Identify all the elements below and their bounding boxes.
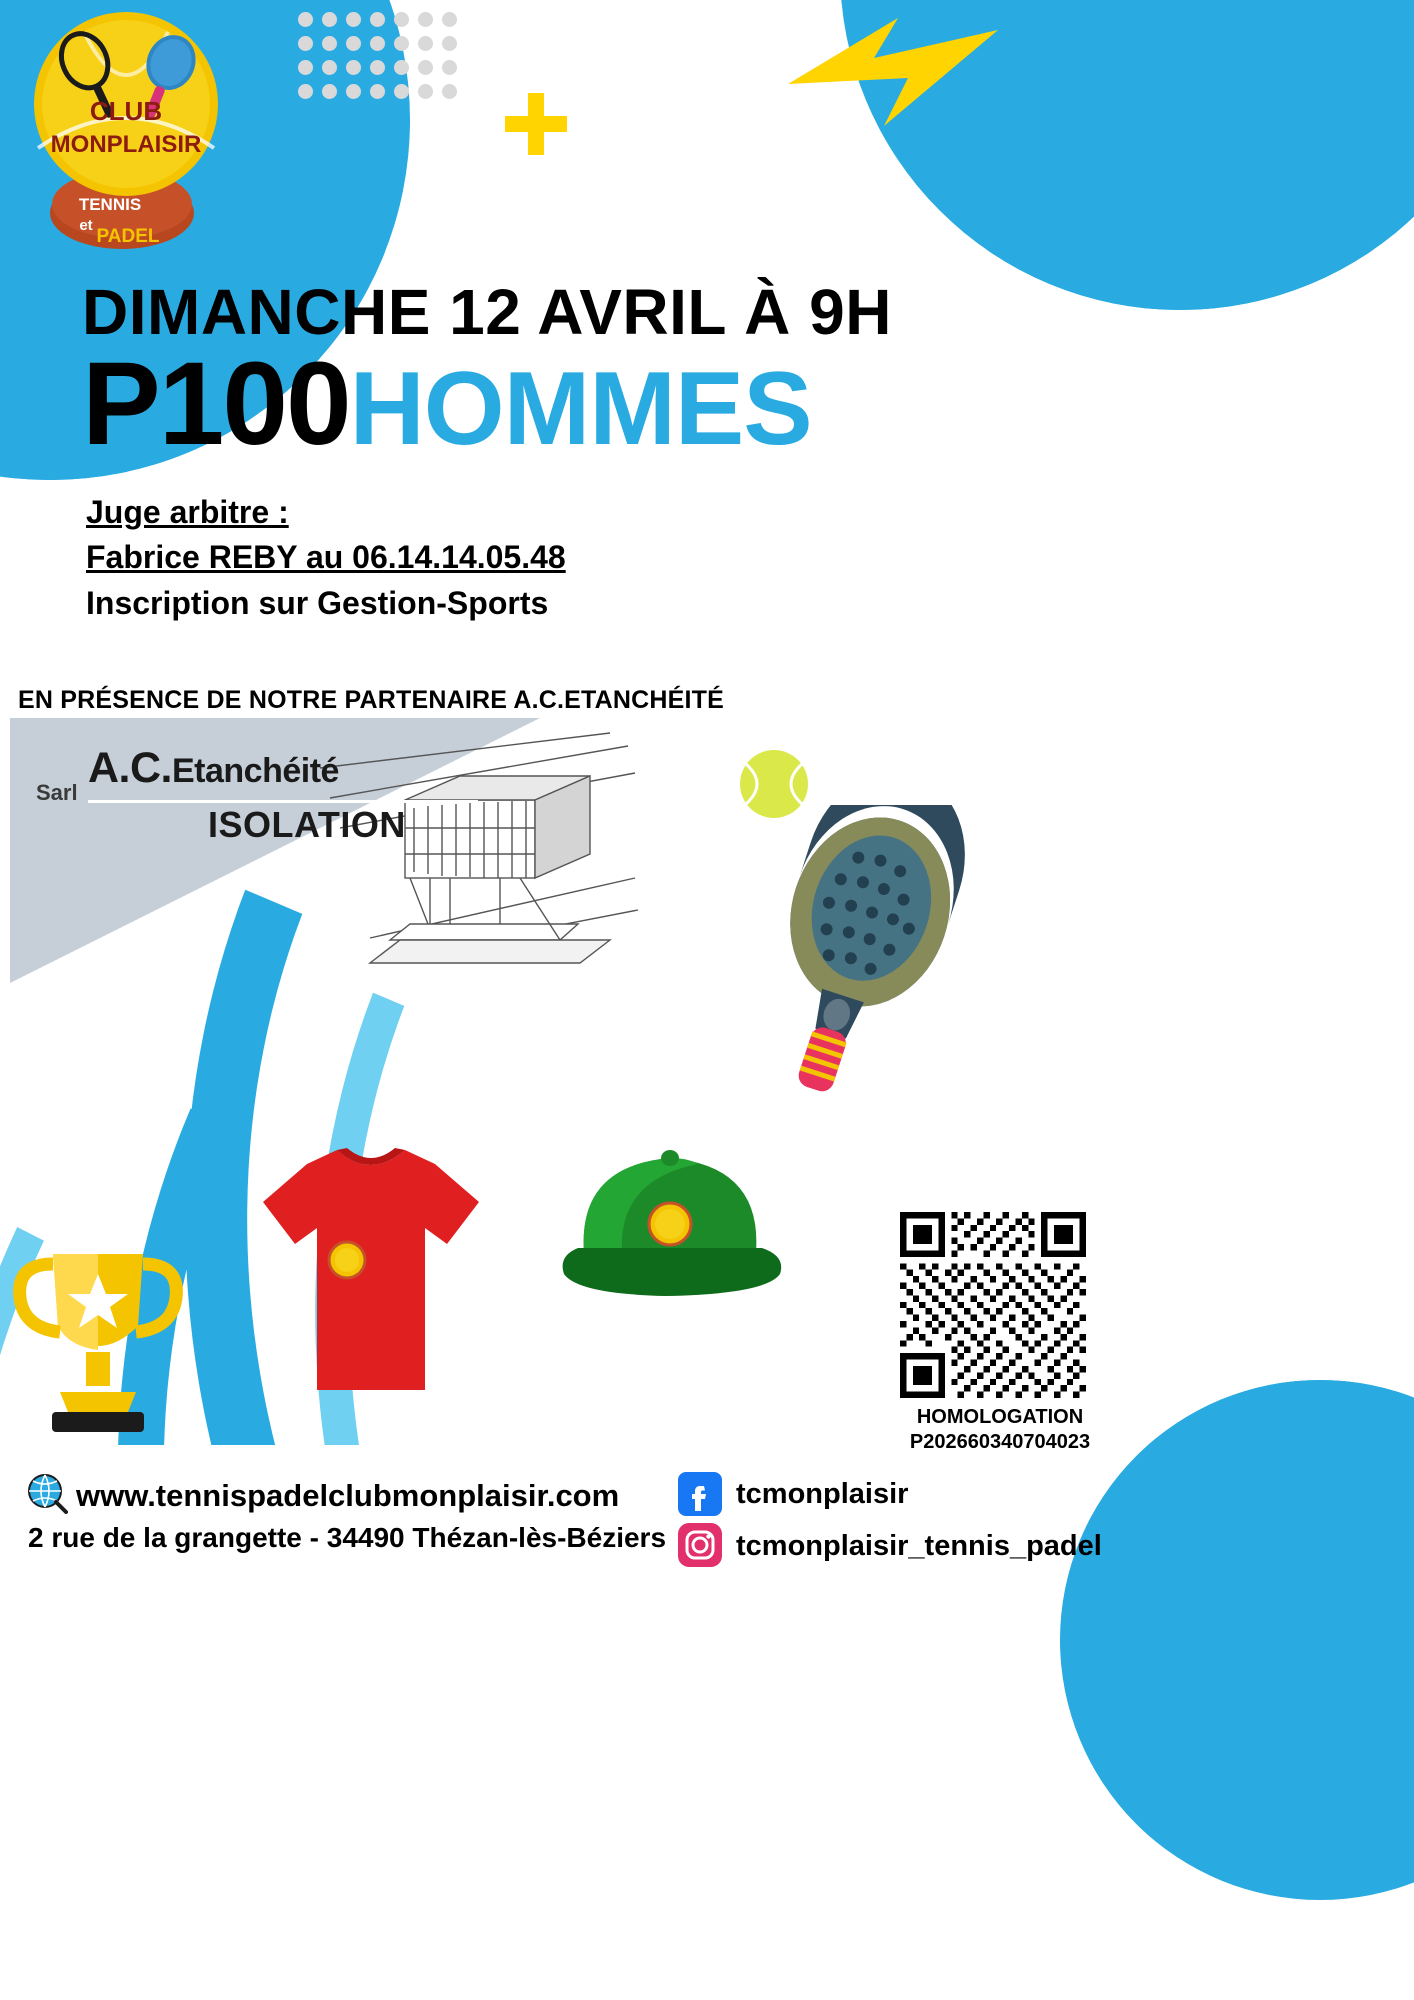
club-logo [18, 8, 238, 258]
logo-club-text: CLUB [89, 96, 163, 126]
homologation-block [900, 1405, 1100, 1455]
website-text[interactable]: www.tennispadelclubmonplaisir.com [76, 1478, 620, 1513]
instagram-icon[interactable] [678, 1523, 722, 1567]
registration-info: Inscription sur Gestion-Sports [86, 584, 549, 621]
padel-racket-icon [745, 805, 995, 1125]
logo-padel-text: PADEL [96, 226, 160, 247]
cap-icon [548, 1128, 793, 1308]
partner-name-initials: A.C. [88, 744, 172, 792]
globe-icon [26, 1472, 68, 1514]
event-title-category: P100 [82, 338, 350, 470]
plus-icon [505, 93, 567, 155]
homologation-label: HOMOLOGATION [916, 1406, 1084, 1428]
facebook-handle[interactable]: tcmonplaisir [736, 1478, 909, 1510]
address-text: 2 rue de la grangette - 34490 Thézan-lès-Béziers [28, 1522, 667, 1553]
partner-building-illustration [310, 728, 640, 988]
qr-code[interactable] [900, 1212, 1086, 1398]
partner-intro-text: EN PRÉSENCE DE NOTRE PARTENAIRE A.C.ETANCHÉITÉ [18, 686, 725, 714]
partner-sarl-label: Sarl [36, 780, 78, 805]
decorative-dot-grid [298, 12, 466, 108]
partner-name-word: Etanchéité [172, 752, 339, 790]
logo-tennis-text: TENNIS [78, 195, 142, 214]
trophy-icon [8, 1240, 188, 1440]
logo-monplaisir-text: MONPLAISIR [50, 131, 202, 158]
event-info-block [86, 490, 566, 626]
partner-name [88, 744, 339, 793]
partner-subtitle: ISOLATION [208, 804, 406, 845]
facebook-icon[interactable] [678, 1472, 722, 1516]
tshirt-icon [255, 1140, 485, 1400]
partner-logo-block [10, 718, 650, 998]
referee-name: Fabrice REBY au 06.14.14.05.48 [86, 539, 566, 576]
partner-divider [88, 800, 478, 803]
lightning-bolt-icon [788, 18, 1008, 128]
homologation-code: P202660340704023 [909, 1431, 1091, 1453]
event-title [82, 338, 812, 470]
event-title-gender: HOMMES [349, 351, 812, 467]
event-date-headline: DIMANCHE 12 AVRIL À 9H [82, 276, 892, 348]
referee-label: Juge arbitre : [86, 494, 289, 530]
instagram-handle[interactable]: tcmonplaisir_tennis_padel [736, 1530, 1102, 1562]
logo-et-text: et [79, 217, 93, 234]
